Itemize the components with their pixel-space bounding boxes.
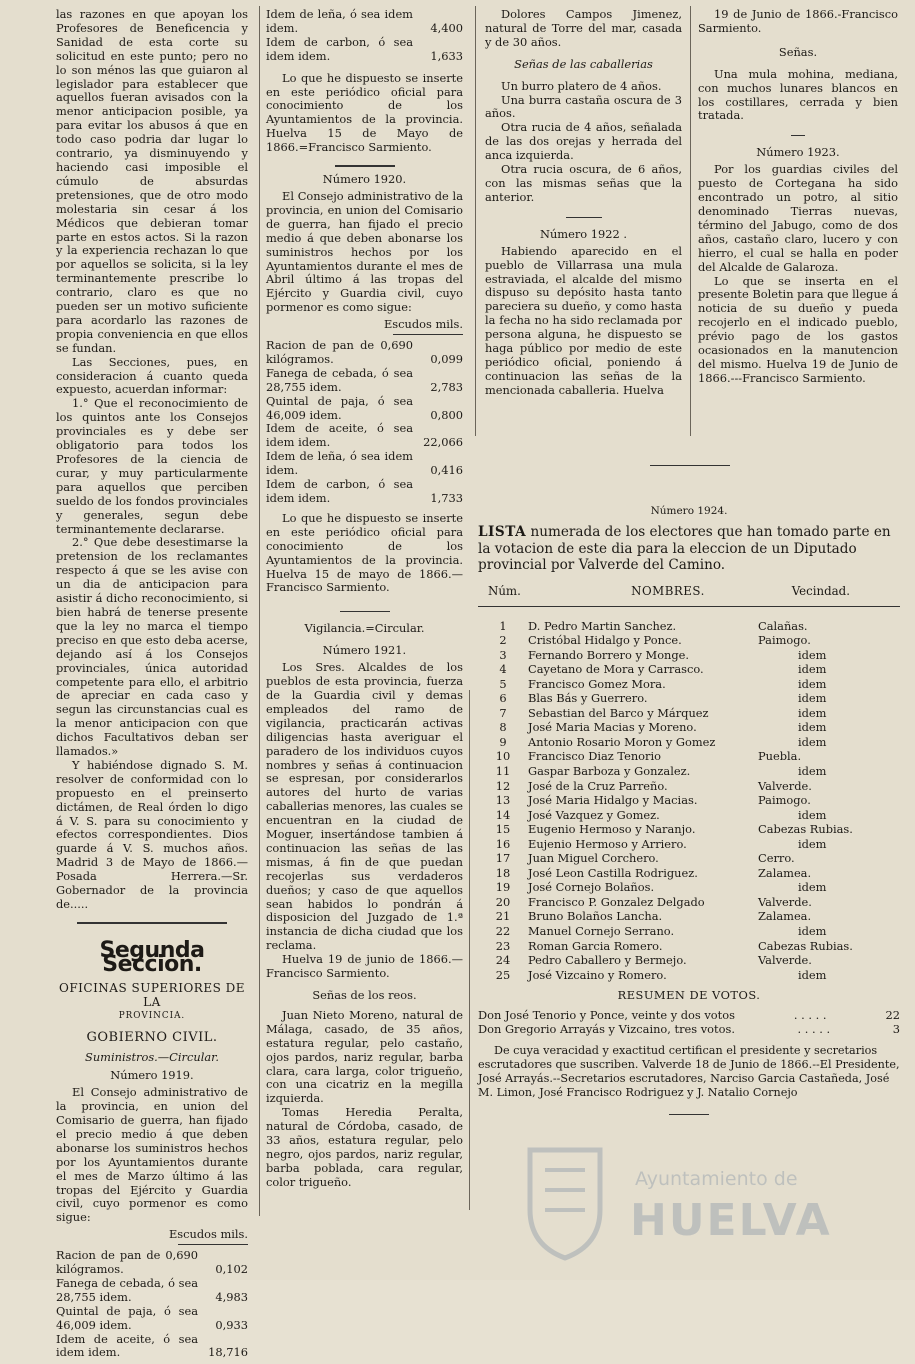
elector-number: 18 <box>495 865 511 880</box>
notice-number: Número 1924. <box>650 505 728 517</box>
paragraph: 2.° Que debe desestimarse la pretension de los reclamantes respecto á que se les avise con un dia de anticipacion para asistir á dicho reconocimiento, si bien habrá de tenerse presente que la ley no marca el tiempo preciso en que esto deba acerse, dejando así á los Consejos provinciales, única autoridad competente para ello, el arbitrio de apreciar en cada caso y segun las circunstancias cual es la menor anticipacion con que dichos Facultativos deban ser llamados.» <box>56 535 248 759</box>
paragraph: Lo que he dispuesto se inserte en este periódico oficial para conocimiento de los Ayuntamientos de la provincia. Huelva 15 de Mayo de 1866.=Francisco Sarmiento. <box>266 70 463 155</box>
table-row <box>478 764 900 779</box>
divider <box>393 334 463 335</box>
watermark-logo <box>480 1140 900 1270</box>
vote-label: Don Gregorio Arrayás y Vizcaino, tres votos. <box>478 1022 735 1037</box>
elector-name: Francisco Gomez Mora. <box>528 676 666 691</box>
section-title: Segunda Seccion. <box>99 937 205 977</box>
column-header: Núm. <box>488 583 521 598</box>
elector-name: Cayetano de Mora y Carrasco. <box>528 662 704 677</box>
elector-number: 15 <box>495 822 511 837</box>
price-value: 4,983 <box>215 1289 248 1304</box>
price-value: 4,400 <box>430 20 463 35</box>
vote-dots: . . . . . <box>793 1008 827 1023</box>
list-title <box>478 524 900 574</box>
elector-vecindad: idem <box>798 807 827 822</box>
price-row <box>266 478 463 506</box>
elector-number: 6 <box>499 691 507 706</box>
divider <box>650 465 730 466</box>
column-3 <box>485 8 682 398</box>
notice-number: Número 1919. <box>110 1068 194 1083</box>
elector-name: José Vazquez y Gomez. <box>528 807 660 822</box>
elector-vecindad: Cerro. <box>758 851 795 866</box>
elector-number: 5 <box>499 676 507 691</box>
elector-number: 9 <box>499 734 507 749</box>
table-row <box>478 720 900 735</box>
price-row <box>266 395 463 423</box>
price-row <box>266 422 463 450</box>
table-row <box>478 822 900 837</box>
vote-label: Don José Tenorio y Ponce, veinte y dos votos <box>478 1008 735 1023</box>
watermark-text: Ayuntamiento de <box>635 1168 798 1190</box>
divider <box>669 1114 709 1115</box>
price-value: 1,733 <box>430 491 463 505</box>
elector-name: José Maria Hidalgo y Macias. <box>528 793 698 808</box>
list-title-bold: LISTA <box>478 524 527 540</box>
table-row <box>478 691 900 706</box>
price-value: 1,633 <box>430 48 463 63</box>
elector-name: José Vizcaino y Romero. <box>528 967 667 982</box>
elector-number: 14 <box>495 807 511 822</box>
elector-number: 10 <box>495 749 511 764</box>
price-value: 0,416 <box>430 463 463 478</box>
elector-name: Fernando Borrero y Monge. <box>528 647 690 662</box>
table-row <box>478 895 900 910</box>
elector-number: 22 <box>495 923 511 938</box>
elector-number: 21 <box>495 909 511 924</box>
paragraph: Las Secciones, pues, en consideracion á cuanto queda expuesto, acuerdan informar: <box>56 354 248 397</box>
elector-number: 3 <box>499 647 507 662</box>
column-header: Vecindad. <box>791 583 850 598</box>
table-row <box>478 968 900 983</box>
section-subheading: Señas de los reos. <box>312 988 417 1002</box>
column-header: NOMBRES. <box>631 583 705 598</box>
divider <box>478 606 900 607</box>
elector-vecindad: idem <box>798 647 827 662</box>
elector-number: 19 <box>495 880 511 895</box>
elector-name: Cristóbal Hidalgo y Ponce. <box>528 633 682 648</box>
divider <box>77 922 227 924</box>
notice-number: Número 1921. <box>322 643 407 658</box>
elector-name: Eugenio Hermoso y Naranjo. <box>528 822 696 837</box>
price-row <box>56 1333 248 1361</box>
watermark-text: HUELVA <box>630 1195 832 1246</box>
elector-vecindad: idem <box>798 691 827 706</box>
price-label: Idem de aceite, ó sea idem idem. <box>266 421 413 450</box>
divider <box>335 165 395 167</box>
elector-name: Eujenio Hermoso y Arriero. <box>528 836 687 851</box>
table-row <box>478 662 900 677</box>
elector-vecindad: Puebla. <box>758 749 802 764</box>
elector-vecindad: idem <box>798 836 827 851</box>
price-header: Escudos mils. <box>168 1227 248 1242</box>
elector-name: Antonio Rosario Moron y Gomez <box>528 734 716 749</box>
price-label: Racion de pan de 0,690 kilógramos. <box>56 1248 198 1277</box>
price-value: 18,716 <box>208 1345 248 1360</box>
elector-number: 25 <box>495 967 511 982</box>
table-row <box>478 793 900 808</box>
elector-number: 2 <box>499 633 507 648</box>
divider <box>178 1244 248 1245</box>
price-label: Idem de carbon, ó sea idem idem. <box>266 477 413 505</box>
elector-number: 7 <box>499 705 507 720</box>
paragraph: las razones en que apoyan los Profesores de Beneficencia y Sanidad de esta corte su solicitud en este punto; pero no lo son ménos las que guiaron al legislador para establecer que aquellos fueran avisados con la menor anticipacion posible, ya para evitar los abusos á que en todo caso podria dar lugar lo contrario, ya disminuyendo y haciendo casi imposible el cúmulo de absurdas pretensiones, que de otro modo molestaria sin cesar á los Médicos que debieran tomar parte en estos actos. Si la razon y la experiencia rechazan lo que por aquellos se solicita, si la ley terminantemente prescribe lo contrario, claro es que no pueden ser un motivo suficiente para acordarlo las razones de propia conveniencia en que ellos se fundan. <box>56 7 248 355</box>
electors-table <box>478 619 900 983</box>
paragraph: Huelva 19 de junio de 1866.—Francisco Sarmiento. <box>266 952 463 981</box>
elector-number: 4 <box>499 662 507 677</box>
vote-row <box>478 1022 900 1036</box>
table-row <box>478 953 900 968</box>
paragraph: Otra rucia oscura, de 6 años, con las mismas señas que la anterior. <box>485 162 682 204</box>
shield-icon <box>520 1140 610 1260</box>
elector-number: 1 <box>499 618 507 633</box>
paragraph: El Consejo administrativo de la provincia, en union del Comisario de guerra, han fijado el precio medio á que deben abonarse los suministros hechos por los Ayuntamientos durante el mes de Abril último á las tropas del Ejército y Guardia civil, cuyo pormenor es como sigue: <box>266 188 463 315</box>
list-title-text: numerada de los electores que han tomado parte en la votacion de este dia para la eleccion de un Diputado provincial por Valverde del Camino. <box>478 524 891 573</box>
elector-number: 12 <box>495 778 511 793</box>
price-value: 0,800 <box>430 407 463 422</box>
notice-number: Número 1923. <box>756 145 840 160</box>
column-1 <box>56 8 248 1364</box>
elector-number: 13 <box>495 793 511 808</box>
table-row <box>478 866 900 881</box>
elector-number: 17 <box>495 851 511 866</box>
elector-vecindad: Paimogo. <box>758 633 811 648</box>
elector-vecindad: idem <box>798 923 827 938</box>
elector-vecindad: idem <box>798 676 827 691</box>
circular-heading: Vigilancia.=Circular. <box>304 621 425 636</box>
elector-name: José Maria Macias y Moreno. <box>528 720 697 735</box>
elector-number: 24 <box>495 953 511 968</box>
elector-vecindad: Calañas. <box>758 618 808 633</box>
price-label: Racion de pan de 0,690 kilógramos. <box>266 338 413 366</box>
price-table <box>266 8 463 64</box>
elector-name: D. Pedro Martin Sanchez. <box>528 618 677 633</box>
table-header <box>478 584 900 598</box>
gobierno-heading: GOBIERNO CIVIL. <box>86 1030 218 1046</box>
price-value: 22,066 <box>423 435 463 450</box>
elector-number: 16 <box>495 836 511 851</box>
office-subheading: PROVINCIA. <box>118 1010 186 1021</box>
table-row <box>478 909 900 924</box>
electors-list-section <box>478 500 900 1115</box>
divider <box>791 135 805 136</box>
table-row <box>478 749 900 764</box>
elector-vecindad: Valverde. <box>758 894 812 909</box>
paragraph: Una mula mohina, mediana, con muchos lunares blancos en los costillares, cerrada y bien tratada. <box>698 66 898 123</box>
column-divider <box>690 6 691 436</box>
price-label: Quintal de paja, ó sea 46,009 idem. <box>266 393 413 422</box>
price-row <box>56 1305 248 1333</box>
elector-vecindad: idem <box>798 763 827 778</box>
price-row <box>266 367 463 395</box>
elector-number: 23 <box>495 938 511 953</box>
column-divider <box>469 690 470 1210</box>
divider <box>340 611 390 612</box>
elector-name: Roman Garcia Romero. <box>528 938 663 953</box>
elector-vecindad: idem <box>798 662 827 677</box>
paragraph: Habiendo aparecido en el pueblo de Villarrasa una mula estraviada, el alcalde del mismo dispuso su depósito hasta tanto pareciera su dueño, y como hasta la fecha no ha sido reclamada por persona alguna, he dispuesto se haga público por medio de este periódico oficial, poniendo á continuacion las señas de la mencionada caballeria. Huelva <box>485 243 682 397</box>
table-row <box>478 851 900 866</box>
price-row <box>266 450 463 478</box>
elector-vecindad: Paimogo. <box>758 793 811 808</box>
paragraph: Lo que se inserta en el presente Boletin para que llegue á noticia de su dueño y pueda recojerlo en el indicado pueblo, prévio pago de los gastos ocasionados en la manutencion del mismo. Huelva 19 de Junio de 1866.---Francisco Sarmiento. <box>698 273 898 385</box>
elector-name: Juan Miguel Corchero. <box>528 851 659 866</box>
column-divider <box>475 6 476 436</box>
elector-name: Manuel Cornejo Serrano. <box>528 923 675 938</box>
price-label: Idem de carbon, ó sea idem idem. <box>266 34 413 63</box>
office-heading: OFICINAS SUPERIORES DE LA <box>58 980 246 1009</box>
table-row <box>478 837 900 852</box>
elector-number: 20 <box>495 894 511 909</box>
paragraph: Otra rucia de 4 años, señalada de las dos orejas y herrada del anca izquierda. <box>485 120 682 163</box>
price-value: 0,102 <box>215 1262 248 1277</box>
paragraph: Los Sres. Alcaldes de los pueblos de esta provincia, fuerza de la Guardia civil y demas empleados del ramo de vigilancia, practicarán activas diligencias hasta averiguar el paradero de los individuos cuyos nombres y señas á continuacion se espresan, por considerarlos autores del hurto de varias caballerias menores, las cuales se encuentran en la ciudad de Moguer, insertándose tambien á continuacion las señas de las mismas, á fin de que puedan recojerlas sus verdaderos dueños; y caso de que aquellos sean habidos lo pondrán á disposicion del Juzgado de 1.ª instancia de dicha ciudad que los reclama. <box>266 660 463 953</box>
elector-vecindad: idem <box>798 734 827 749</box>
elector-number: 8 <box>499 720 507 735</box>
vote-count: 3 <box>892 1022 900 1037</box>
paragraph: 19 de Junio de 1866.-Francisco Sarmiento. <box>698 7 898 35</box>
table-row <box>478 619 900 634</box>
elector-name: José Cornejo Bolaños. <box>528 880 655 895</box>
paragraph: Lo que he dispuesto se inserte en este periódico oficial para conocimiento de los Ayuntamientos de la provincia. Huelva 15 de mayo de 1866.—Francisco Sarmiento. <box>266 510 463 595</box>
paragraph: Y habiéndose dignado S. M. resolver de conformidad con lo propuesto en el preinserto dictámen, de Real órden lo digo á V. S. para su conocimiento y efectos correspondientes. Dios guarde á V. S. muchos años. Madrid 3 de Mayo de 1866.—Posada Herrera.—Sr. Gobernador de la provincia de..... <box>56 757 248 911</box>
price-label: Fanega de cebada, ó sea 28,755 idem. <box>266 365 413 394</box>
column-4 <box>698 8 898 386</box>
paragraph: Juan Nieto Moreno, natural de Málaga, casado, de 35 años, estatura regular, pelo castaño, ojos pardos, nariz regular, barba clara, cara larga, color trigueño, con una cicatriz en la megilla izquierda. <box>266 1007 463 1106</box>
table-row <box>478 808 900 823</box>
price-label: Idem de leña, ó sea idem idem. <box>266 449 413 478</box>
paragraph: Por los guardias civiles del puesto de Cortegana ha sido encontrado un potro, al sitio denominado Tierras nuevas, término del Jabugo, como de dos años, castaño claro, lucero y con hierro, el cual se halla en poder del Alcalde de Galaroza. <box>698 162 898 274</box>
price-value: 0,099 <box>430 351 463 366</box>
price-table <box>266 339 463 506</box>
elector-vecindad: Valverde. <box>758 953 812 968</box>
summary-heading: RESUMEN DE VOTOS. <box>617 988 761 1003</box>
elector-name: Francisco P. Gonzalez Delgado <box>528 894 705 909</box>
elector-name: José de la Cruz Parreño. <box>528 778 668 793</box>
price-row <box>266 339 463 367</box>
paragraph: Un burro platero de 4 años. <box>501 78 662 93</box>
price-label: Fanega de cebada, ó sea 28,755 idem. <box>56 1275 198 1304</box>
vote-row <box>478 1008 900 1022</box>
price-row <box>56 1249 248 1277</box>
elector-name: Bruno Bolaños Lancha. <box>528 909 663 924</box>
elector-vecindad: Zalamea. <box>758 909 812 924</box>
price-label: Quintal de paja, ó sea 46,009 idem. <box>56 1303 198 1332</box>
elector-name: Pedro Caballero y Bermejo. <box>528 953 687 968</box>
price-row <box>266 36 463 64</box>
price-row <box>266 8 463 36</box>
elector-vecindad: Zalamea. <box>758 865 812 880</box>
price-table <box>56 1249 248 1360</box>
elector-number: 11 <box>495 763 511 778</box>
paragraph: Tomas Heredia Peralta, natural de Córdoba, casado, de 33 años, estatura regular, pelo negro, ojos pardos, nariz regular, barba poblada, cara regular, color trigueño. <box>266 1105 463 1189</box>
elector-vecindad: idem <box>798 705 827 720</box>
elector-vecindad: idem <box>798 967 827 982</box>
table-row <box>478 633 900 648</box>
paragraph: Dolores Campos Jimenez, natural de Torre del mar, casada y de 30 años. <box>485 7 682 49</box>
elector-vecindad: Cabezas Rubias. <box>758 938 853 953</box>
price-value: 0,933 <box>215 1317 248 1332</box>
elector-name: Sebastian del Barco y Márquez <box>528 705 709 720</box>
table-row <box>478 735 900 750</box>
divider <box>566 217 602 218</box>
elector-vecindad: idem <box>798 880 827 895</box>
paragraph: El Consejo administrativo de la provincia, en union del Comisario de guerra, han fijado el precio medio á que deben abonarse los suministros hechos por los Ayuntamientos durante el mes de Marzo último á las tropas del Ejército y Guardia civil, cuyo pormenor es como sigue: <box>56 1085 248 1225</box>
price-label: Idem de aceite, ó sea idem idem. <box>56 1331 198 1360</box>
table-row <box>478 648 900 663</box>
notice-number: Número 1920. <box>322 172 407 187</box>
table-row <box>478 924 900 939</box>
elector-name: Blas Bás y Guerrero. <box>528 691 648 706</box>
price-label: Idem de leña, ó sea idem idem. <box>266 7 413 35</box>
notice-number: Número 1922 . <box>540 226 627 241</box>
vote-dots: . . . . . <box>797 1022 831 1037</box>
price-value: 2,783 <box>430 379 463 394</box>
paragraph: De cuya veracidad y exactitud certifican el presidente y secretarios escrutadores que suscriben. Valverde 18 de Junio de 1866.--El Presidente, José Arrayás.--Secretarios escrutadores, Narciso Garcia Castañeda, José M. Limon, José Francisco Rodriguez y J. Natalio Cornejo <box>478 1044 900 1100</box>
column-divider <box>259 6 260 1216</box>
elector-name: José Leon Castilla Rodriguez. <box>528 865 698 880</box>
paragraph: 1.° Que el reconocimiento de los quintos ante los Consejos provinciales es y debe ser obligatorio para todos los Profesores de la ciencia de curar, y muy particularmente para aquellos que perciben sueldo de los fondos provinciales y generales, segun debe terminantemente declararse. <box>56 396 248 536</box>
table-row <box>478 677 900 692</box>
elector-vecindad: Valverde. <box>758 778 812 793</box>
table-row <box>478 706 900 721</box>
table-row <box>478 779 900 794</box>
column-2 <box>266 8 463 1190</box>
vote-count: 22 <box>885 1008 900 1023</box>
circular-heading: Suministros.—Circular. <box>85 1050 219 1065</box>
price-header: Escudos mils. <box>383 317 463 332</box>
price-row <box>56 1277 248 1305</box>
elector-vecindad: idem <box>798 720 827 735</box>
section-subheading: Señas. <box>778 44 818 59</box>
elector-vecindad: Cabezas Rubias. <box>758 822 853 837</box>
elector-name: Gaspar Barboza y Gonzalez. <box>528 763 691 778</box>
paragraph: Una burra castaña oscura de 3 años. <box>485 92 682 121</box>
section-subheading: Señas de las caballerias <box>514 56 653 71</box>
table-row <box>478 939 900 954</box>
table-row <box>478 880 900 895</box>
elector-name: Francisco Diaz Tenorio <box>528 749 661 764</box>
